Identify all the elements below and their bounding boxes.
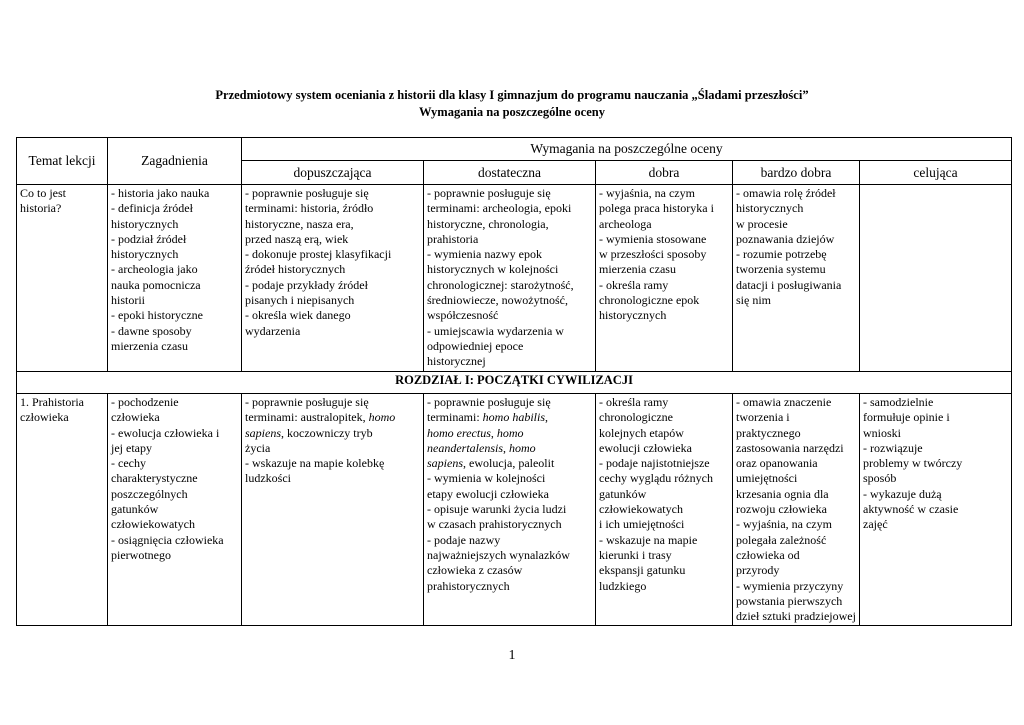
text-line: - rozwiązuje (863, 440, 923, 455)
text-line: wnioski (863, 425, 902, 440)
cell-topic (17, 185, 108, 372)
cell-grade-bardzo-dobra (733, 394, 860, 626)
header-requirements: Wymagania na poszczególne oceny (242, 138, 1012, 161)
text-line: poszczególnych (111, 486, 188, 501)
text-line: kolejnych etapów (599, 425, 684, 440)
text-line: Co to jest (20, 186, 67, 200)
text-line: - podaje przykłady źródeł (245, 277, 368, 292)
text-line: kierunki i trasy (599, 547, 672, 562)
text-line: poznawania dziejów (736, 231, 835, 246)
cell-grade-bardzo-dobra (733, 185, 860, 372)
text-line: wydarzenia (245, 323, 301, 338)
text-line: historycznej (427, 354, 486, 369)
text-line: - epoki historyczne (111, 308, 203, 323)
text-line: pierwotnego (111, 547, 171, 562)
text-line: oraz opanowania (736, 456, 818, 471)
text-line: człowiekowatych (111, 517, 195, 532)
header-grade-dostateczna: dostateczna (424, 161, 596, 185)
text-line: nauka pomocnicza (111, 277, 201, 292)
text-line: zastosowania narzędzi (736, 440, 844, 455)
text-line: - wymienia przyczyny (736, 578, 844, 593)
text-line: ewolucji człowieka (599, 440, 692, 455)
text-line: źródeł historycznych (245, 262, 346, 277)
text-line: aktywność w czasie (863, 502, 959, 517)
page-number: 1 (508, 648, 516, 663)
text-line: - ewolucja człowieka i (111, 425, 220, 440)
text-line: współczesność (427, 308, 499, 323)
text-line: jej etapy (111, 440, 152, 455)
text-line: człowiekowatych (599, 502, 683, 517)
text-line: człowieka z czasów (427, 563, 523, 578)
document-title (0, 87, 1024, 121)
text-line: najważniejszych wynalazków (427, 547, 570, 562)
text-line: - podaje najistotniejsze (599, 456, 710, 471)
cell-grade-dostateczna (424, 185, 596, 372)
text-line: - historia jako nauka (111, 186, 210, 200)
table-row (17, 185, 1012, 372)
text-line: w przeszłości sposoby (599, 247, 707, 262)
text-line: terminami: archeologia, epoki (427, 201, 572, 216)
text-line: odpowiedniej epoce (427, 338, 524, 353)
text-line: krzesania ognia dla (736, 486, 829, 501)
text-line: praktycznego (736, 425, 801, 440)
header-grade-bardzo-dobra: bardzo dobra (733, 161, 860, 185)
text-line: i ich umiejętności (599, 517, 685, 532)
text-line: polega praca historyka i (599, 201, 714, 216)
text-line: przyrody (736, 563, 780, 578)
text-line: polegała zależność (736, 532, 827, 547)
text-line: etapy ewolucji człowieka (427, 486, 549, 501)
text-line: mierzenia czasu (111, 338, 188, 353)
text-line: - omawia znaczenie (736, 395, 832, 409)
text-line: chronologicznej: starożytność, (427, 277, 574, 292)
title-line-1: Przedmiotowy system oceniania z historii dla klasy I gimnazjum do programu nauczania „Śladami przeszłości” (215, 88, 809, 102)
text-line: historyczne, nasza era, (245, 216, 354, 231)
text-line: historycznych (111, 216, 179, 231)
text-line: - wymienia stosowane (599, 231, 707, 246)
cell-grade-celujaca (860, 185, 1012, 372)
text-line: - określa ramy (599, 395, 669, 409)
text-line: historycznych w kolejności (427, 262, 559, 277)
text-line: - wskazuje na mapie (599, 532, 698, 547)
header-grade-celujaca: celująca (860, 161, 1012, 185)
text-line: - podział źródeł (111, 231, 187, 246)
cell-issues (108, 185, 242, 372)
cell-grade-dobra (596, 185, 733, 372)
text-line: - cechy (111, 456, 146, 471)
text-line: przed naszą erą, wiek (245, 231, 349, 246)
text-line: tworzenia systemu (736, 262, 826, 277)
text-line: - wykazuje dużą (863, 486, 942, 501)
text-line: historycznych (736, 201, 804, 216)
text-line: rozwoju człowieka (736, 502, 827, 517)
text-line: zajęć (863, 517, 888, 532)
header-grade-dopuszczajaca: dopuszczająca (242, 161, 424, 185)
text-line: powstania pierwszych (736, 593, 843, 608)
cell-grade-dopuszczajaca (242, 185, 424, 372)
text-line: sposób (863, 471, 897, 486)
header-grade-dobra: dobra (596, 161, 733, 185)
text-line: - samodzielnie (863, 395, 934, 409)
text-line: - opisuje warunki życia ludzi (427, 502, 567, 517)
section-row (17, 372, 1012, 394)
text-line: - archeologia jako (111, 262, 198, 277)
text-line: - wyjaśnia, na czym (736, 517, 832, 532)
header-topic: Temat lekcji (17, 138, 108, 185)
text-line: mierzenia czasu (599, 262, 676, 277)
text-line: - definicja źródeł (111, 201, 193, 216)
text-line: archeologa (599, 216, 652, 231)
text-line: historia? (20, 201, 62, 216)
text-line: ludzkiego (599, 578, 647, 593)
text-line: ekspansji gatunku (599, 563, 686, 578)
text-line: - wymienia nazwy epok (427, 247, 542, 262)
text-line: charakterystyczne (111, 471, 198, 486)
text-line: - dawne sposoby (111, 323, 192, 338)
text-line: chronologiczne epok (599, 293, 700, 308)
text-line: - określa ramy (599, 277, 669, 292)
text-line: - rozumie potrzebę (736, 247, 827, 262)
text-line: datacji i posługiwania (736, 277, 842, 292)
text-line: historyczne, chronologia, (427, 216, 549, 231)
text-line: pisanych i niepisanych (245, 293, 355, 308)
text-line: dzieł sztuki pradziejowej (736, 609, 856, 624)
text-line: formułuje opinie i (863, 410, 950, 425)
table-row (17, 394, 1012, 626)
text-line: - pochodzenie (111, 395, 179, 409)
requirements-table (16, 137, 1012, 626)
cell-grade-dostateczna: - poprawnie posługuje się terminami: homo habilis, homo erectus, homo neandertalensis, homo sapiens, ewolucja, paleolit - wymienia w kolejności etapy ewolucji człowieka - opisuje warunki życia ludzi w czasach prahistorycznych - podaje nazwy najważniejszych wynalazków człowieka z czasów prahistorycznych (424, 394, 596, 626)
text-line: człowieka (20, 410, 69, 425)
text-line: - określa wiek danego (245, 308, 351, 323)
header-issues: Zagadnienia (108, 138, 242, 185)
text-line: - wyjaśnia, na czym (599, 186, 695, 200)
text-line: - dokonuje prostej klasyfikacji (245, 247, 392, 262)
text-line: w czasach prahistorycznych (427, 517, 562, 532)
text-line: średniowiecze, nowożytność, (427, 293, 568, 308)
text-line: - poprawnie posługuje się (427, 186, 551, 200)
text-line: - omawia rolę źródeł (736, 186, 836, 200)
cell-topic (17, 394, 108, 626)
text-line: - osiągnięcia człowieka (111, 532, 224, 547)
text-line: prahistoria (427, 231, 479, 246)
cell-grade-dobra (596, 394, 733, 626)
cell-grade-celujaca (860, 394, 1012, 626)
text-line: prahistorycznych (427, 578, 510, 593)
text-line: - wymienia w kolejności (427, 471, 546, 486)
text-line: 1. Prahistoria (20, 395, 84, 409)
title-line-2: Wymagania na poszczególne oceny (419, 105, 605, 119)
section-heading: ROZDZIAŁ I: POCZĄTKI CYWILIZACJI (17, 372, 1012, 394)
text-line: człowieka od (736, 547, 800, 562)
text-line: gatunków (111, 502, 159, 517)
text-line: w procesie (736, 216, 788, 231)
text-line: - podaje nazwy (427, 532, 501, 547)
text-line: umiejętności (736, 471, 798, 486)
text-line: - umiejscawia wydarzenia w (427, 323, 564, 338)
text-line: historii (111, 293, 146, 308)
text-line: historycznych (599, 308, 667, 323)
cell-issues (108, 394, 242, 626)
cell-grade-dopuszczajaca: - poprawnie posługuje się terminami: australopitek, homo sapiens, koczowniczy tryb życia - wskazuje na mapie kolebkę ludzkości (242, 394, 424, 626)
text-line: człowieka (111, 410, 160, 425)
text-line: terminami: historia, źródło (245, 201, 374, 216)
text-line: tworzenia i (736, 410, 790, 425)
text-line: problemy w twórczy (863, 456, 963, 471)
text-line: historycznych (111, 247, 179, 262)
text-line: cechy wyglądu różnych (599, 471, 713, 486)
text-line: się nim (736, 293, 771, 308)
text-line: chronologiczne (599, 410, 673, 425)
text-line: gatunków (599, 486, 647, 501)
text-line: - poprawnie posługuje się (245, 186, 369, 200)
